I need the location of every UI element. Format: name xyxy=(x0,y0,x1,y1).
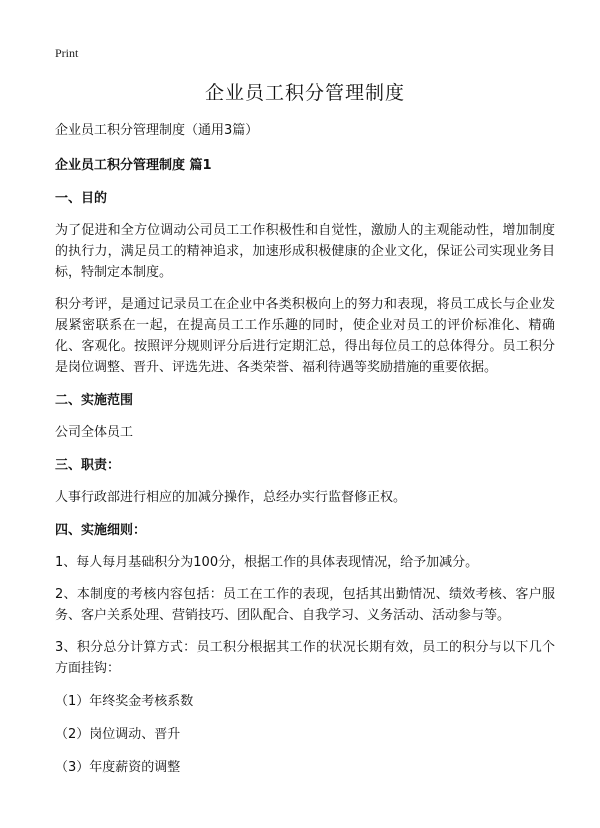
part-title: 企业员工积分管理制度 篇1 xyxy=(55,158,212,173)
section-heading-scope: 二、实施范围 xyxy=(55,393,134,408)
print-label: Print xyxy=(55,46,79,60)
section-heading-purpose: 一、目的 xyxy=(55,191,108,206)
document-body xyxy=(55,78,555,789)
paragraph: 3、积分总分计算方式：员工积分根据其工作的状况长期有效，员工的积分与以下几个方面挂钩： xyxy=(55,640,555,676)
section-heading-duties: 三、职责： xyxy=(55,458,121,473)
document-subtitle: 企业员工积分管理制度（通用3篇） xyxy=(55,123,259,138)
paragraph: 1、每人每月基础积分为100分，根据工作的具体表现情况，给予加减分。 xyxy=(55,555,479,570)
paragraph: 公司全体员工 xyxy=(55,425,134,440)
paragraph: 人事行政部进行相应的加减分操作，总经办实行监督修正权。 xyxy=(55,490,407,505)
paragraph: 2、本制度的考核内容包括：员工在工作的表现，包括其出勤情况、绩效考核、客户服务、客户关系处理、营销技巧、团队配合、自我学习、义务活动、活动参与等。 xyxy=(55,587,555,623)
list-item: （3）年度薪资的调整 xyxy=(55,760,181,775)
list-item: （1）年终奖金考核系数 xyxy=(55,694,194,709)
paragraph: 积分考评，是通过记录员工在企业中各类积极向上的努力和表现，将员工成长与企业发展紧密联系在一起，在提高员工工作乐趣的同时，使企业对员工的评价标准化、精确化、客观化。按照评分规则评分后进行定期汇总，得出每位员工的总体得分。员工积分是岗位调整、晋升、评选先进、各类荣誉、福利待遇等奖励措施的重要依据。 xyxy=(55,297,555,375)
list-item: （2）岗位调动、晋升 xyxy=(55,727,181,742)
paragraph: 为了促进和全方位调动公司员工工作积极性和自觉性，激励人的主观能动性，增加制度的执行力，满足员工的精神追求，加速形成积极健康的企业文化，保证公司实现业务目标，特制定本制度。 xyxy=(55,223,555,280)
page-title: 企业员工积分管理制度 xyxy=(204,82,405,104)
section-heading-rules: 四、实施细则： xyxy=(55,523,147,538)
